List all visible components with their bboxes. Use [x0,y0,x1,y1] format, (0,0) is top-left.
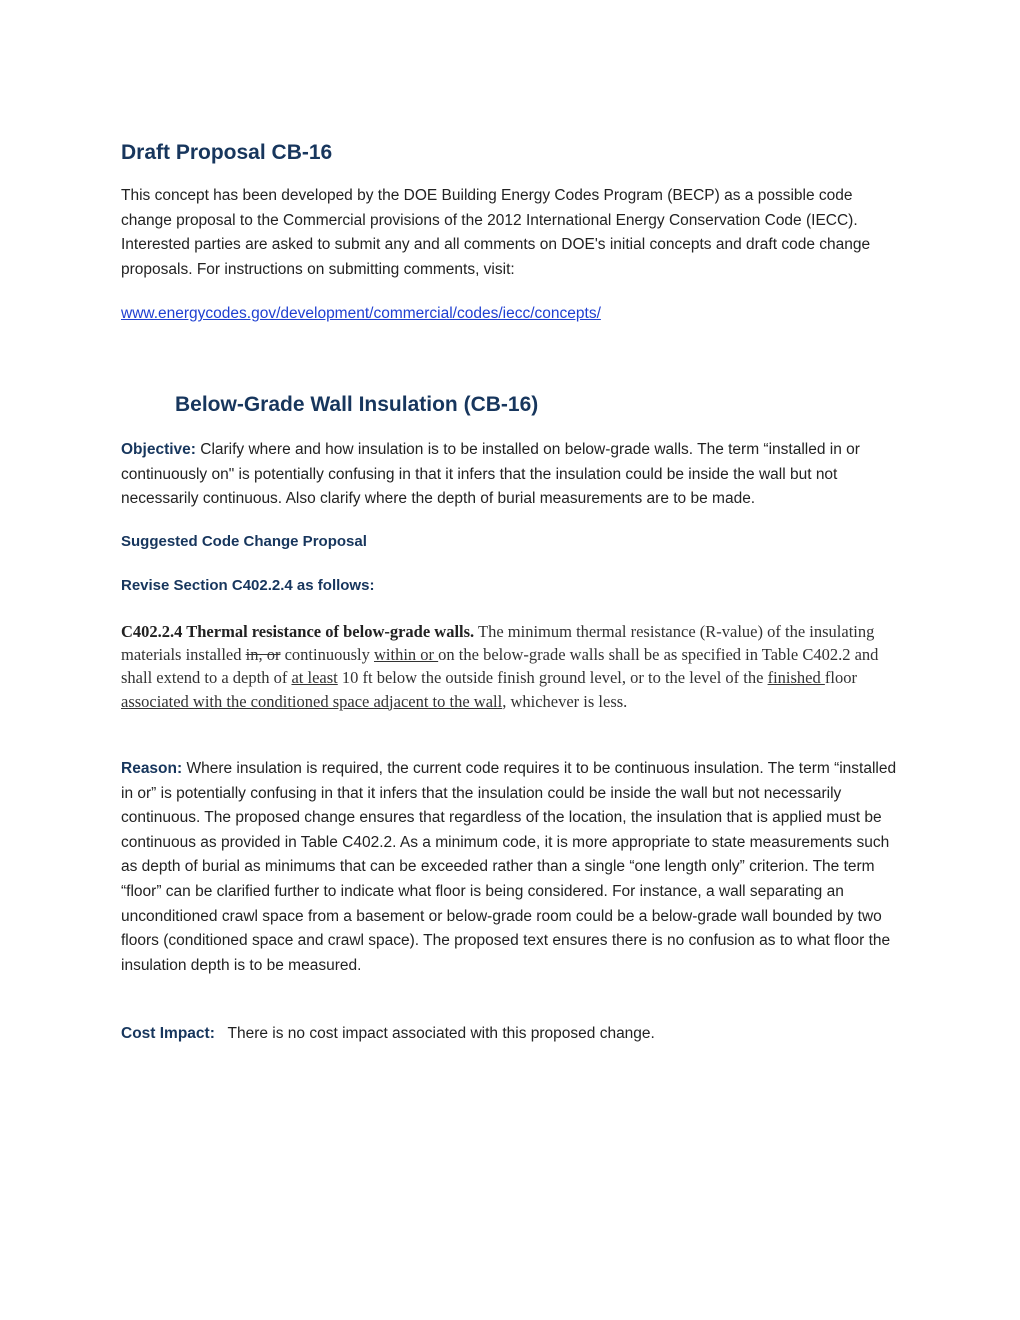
objective-label: Objective: [121,441,196,458]
code-inserted-1: within or [373,645,439,665]
code-section-head: C402.2.4 Thermal resistance of below-grade walls. [121,622,475,641]
objective-text: Clarify where and how insulation is to be installed on below-grade walls. The term “installed in or continuously on" is potentially confusing in that it infers that the insulation could be inside the wall but not necessarily continuous. Also clarify where the depth of burial measurements are to be made. [121,441,860,508]
revise-heading: Revise Section C402.2.4 as follows: [121,577,375,594]
suggested-heading: Suggested Code Change Proposal [121,533,367,550]
objective-paragraph [121,438,901,512]
code-text-6: , whichever is less. [502,691,628,711]
code-text-3: on the below-grade walls shall be as specified in Table C402.2 and shall extend to a depth of [121,645,879,688]
code-text-5: floor [824,668,857,688]
cost-impact-label: Cost Impact: [121,1025,215,1042]
concepts-link[interactable]: www.energycodes.gov/development/commercial/codes/iecc/concepts/ [121,305,601,322]
code-inserted-4: associated with the conditioned space adjacent to the wall [121,691,503,711]
code-text-1: The minimum thermal resistance (R-value) of the insulating materials installed [121,622,875,665]
cost-impact-paragraph [121,1022,901,1047]
code-inserted-2: at least [291,668,338,688]
code-text-2: continuously [280,645,374,665]
reason-paragraph [121,757,901,978]
reason-label: Reason: [121,760,183,777]
code-inserted-3: finished [767,668,825,688]
code-text-paragraph [121,620,896,713]
code-deleted-1: in, or [245,645,281,665]
page-title: Draft Proposal CB-16 [121,141,333,164]
cost-impact-text: There is no cost impact associated with this proposed change. [214,1025,655,1042]
section-heading: Below-Grade Wall Insulation (CB-16) [175,393,539,416]
intro-paragraph: This concept has been developed by the DOE Building Energy Codes Program (BECP) as a possible code change proposal to the Commercial provisions of the 2012 International Energy Conservation Code (IECC). Interested parties are asked to submit any and all comments on DOE's initial concepts and draft code change proposals. For instructions on submitting comments, visit: [121,187,871,278]
reason-text: Where insulation is required, the current code requires it to be continuous insulation. The term “installed in or” is potentially confusing in that it infers that the insulation could be inside the wall but not necessarily continuous. The proposed change ensures that regardless of the location, the insulation that is applied must be continuous as provided in Table C402.2. As a minimum code, it is more appropriate to state measurements such as depth of burial as minimums that can be exceeded rather than a single “one length only” criterion. The term “floor” can be clarified further to indicate what floor is being considered. For instance, a wall separating an unconditioned crawl space from a basement or below-grade room could be a below-grade wall bounded by two floors (conditioned space and crawl space). The proposed text ensures there is no confusion as to what floor the insulation depth is to be measured. [121,760,897,974]
code-text-4: 10 ft below the outside finish ground level, or to the level of the [337,668,768,688]
